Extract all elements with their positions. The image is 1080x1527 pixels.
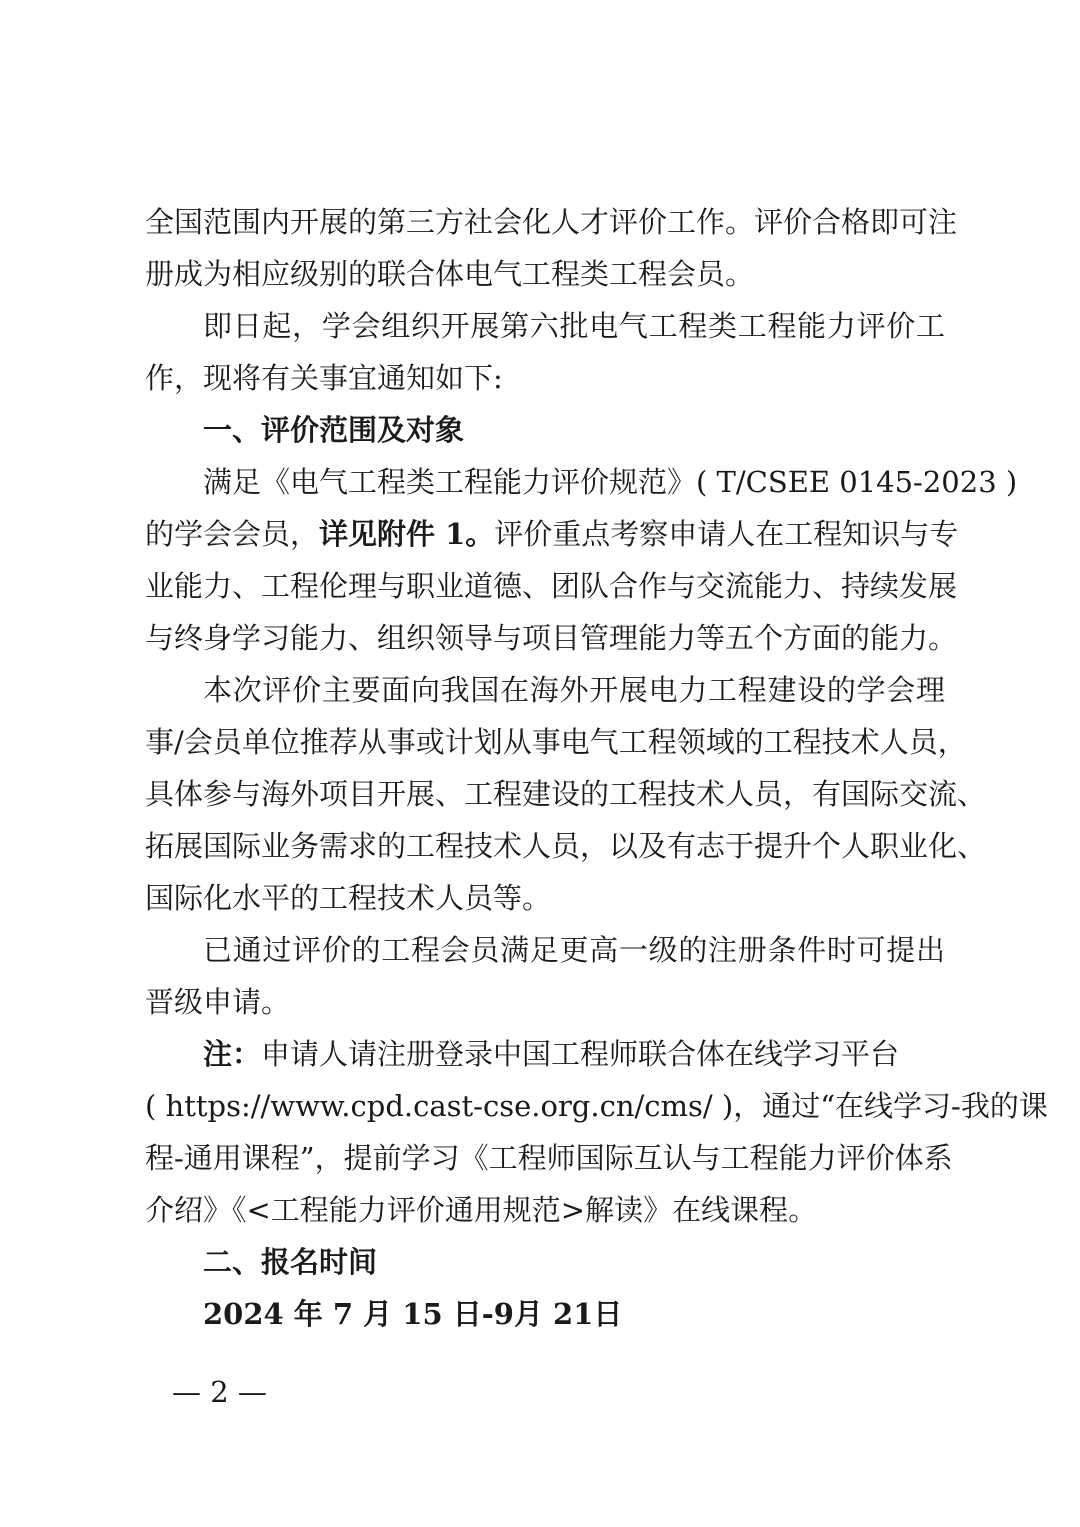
attachment-reference: 详见附件 1。 bbox=[319, 517, 495, 551]
paragraph-line: 本次评价主要面向我国在海外开展电力工程建设的学会理 bbox=[203, 673, 945, 707]
section-heading-scope: 一、评价范围及对象 bbox=[203, 413, 465, 447]
note-line bbox=[203, 1028, 945, 1080]
paragraph-line: 册成为相应级别的联合体电气工程类工程会员。 bbox=[145, 257, 755, 291]
paragraph-text: 评价重点考察申请人在工程知识与专 bbox=[494, 517, 959, 551]
registration-date-range: 2024 年 7 月 15 日-9月 21日 bbox=[203, 1297, 623, 1331]
paragraph-line: 即日起，学会组织开展第六批电气工程类工程能力评价工 bbox=[203, 309, 945, 343]
paragraph-line: 业能力、工程伦理与职业道德、团队合作与交流能力、持续发展 bbox=[145, 569, 958, 603]
note-label: 注： bbox=[203, 1037, 262, 1071]
paragraph-line: 拓展国际业务需求的工程技术人员，以及有志于提升个人职业化、 bbox=[145, 829, 987, 863]
section-heading-registration-time: 二、报名时间 bbox=[203, 1245, 378, 1279]
paragraph-line: 介绍》《<工程能力评价通用规范>解读》在线课程。 bbox=[145, 1193, 818, 1227]
paragraph-line: 满足《电气工程类工程能力评价规范》( T/CSEE 0145-2023 ) bbox=[203, 465, 1018, 499]
paragraph-line: 已通过评价的工程会员满足更高一级的注册条件时可提出 bbox=[203, 933, 945, 967]
paragraph-line: 国际化水平的工程技术人员等。 bbox=[145, 881, 552, 915]
paragraph-line: 全国范围内开展的第三方社会化人才评价工作。评价合格即可注 bbox=[145, 205, 958, 239]
paragraph-line: 晋级申请。 bbox=[145, 985, 291, 1019]
paragraph-line: 与终身学习能力、组织领导与项目管理能力等五个方面的能力。 bbox=[145, 621, 958, 655]
note-url-line: ( https://www.cpd.cast-cse.org.cn/cms/ )，通过“在线学习-我的课 bbox=[145, 1089, 1048, 1123]
paragraph-line: 具体参与海外项目开展、工程建设的工程技术人员，有国际交流、 bbox=[145, 777, 987, 811]
paragraph-text: 的学会会员， bbox=[145, 517, 320, 551]
page-number: — 2 — bbox=[172, 1375, 267, 1409]
paragraph-line: 作，现将有关事宜通知如下: bbox=[145, 361, 503, 395]
paragraph-line: 程-通用课程”，提前学习《工程师国际互认与工程能力评价体系 bbox=[145, 1141, 953, 1175]
paragraph-line: 事/会员单位推荐从事或计划从事电气工程领域的工程技术人员， bbox=[145, 725, 967, 759]
paragraph-line-with-attachment-ref bbox=[145, 508, 959, 560]
note-text: 申请人请注册登录中国工程师联合体在线学习平台 bbox=[261, 1037, 900, 1071]
